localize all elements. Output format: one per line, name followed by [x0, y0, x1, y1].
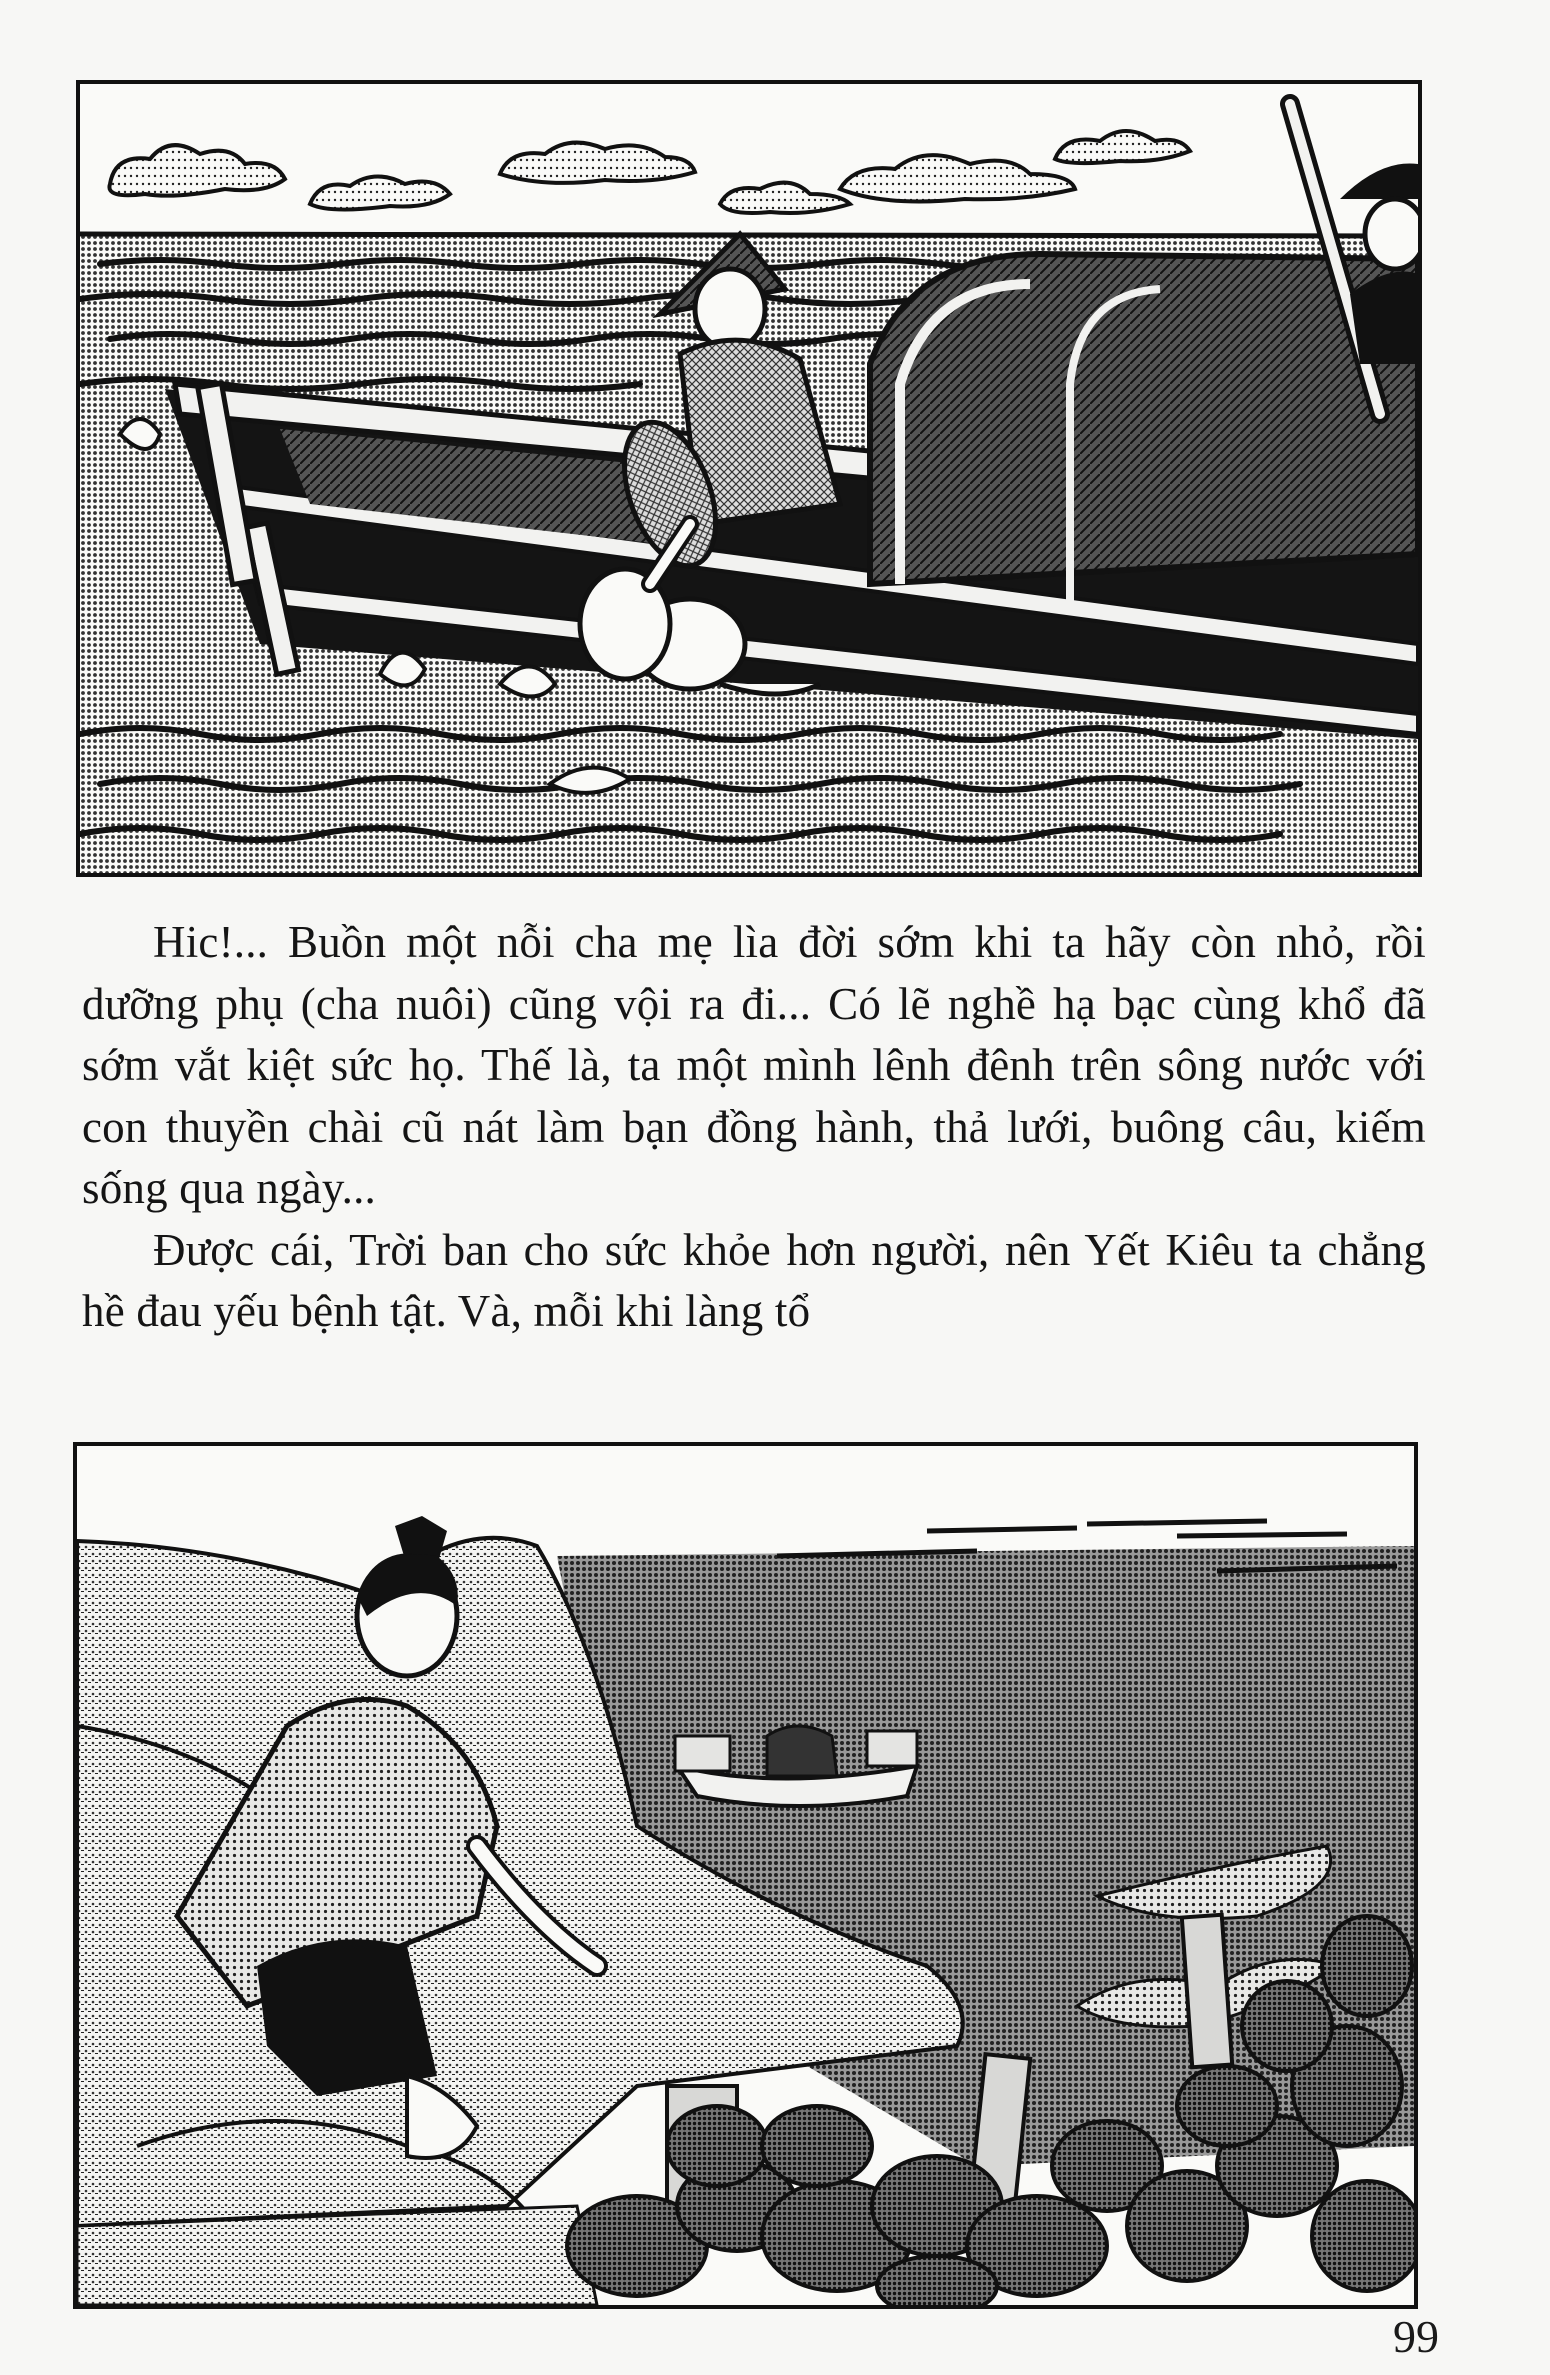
distant-boat: [675, 1726, 917, 1806]
page-number: 99: [1393, 2311, 1439, 2362]
illustration-panel-top: [76, 80, 1422, 877]
story-text: [82, 912, 1426, 1343]
illustration-panel-bottom: [73, 1442, 1418, 2309]
boat-scene-illustration: [80, 84, 1418, 873]
paragraph: Được cái, Trời ban cho sức khỏe hơn người, nên Yết Kiêu ta chẳng hề đau yếu bệnh tật. Và, mỗi khi làng tổ: [82, 1224, 1426, 1336]
shore-scene-illustration: [77, 1446, 1414, 2305]
paragraph: Hic!... Buồn một nỗi cha mẹ lìa đời sớm khi ta hãy còn nhỏ, rồi dưỡng phụ (cha nuôi) cũng vội ra đi... Có lẽ nghề hạ bạc cùng khổ đã sớm vắt kiệt sức họ. Thế là, ta một mình lênh đênh trên sông nước với con thuyền chài cũ nát làm bạn đồng hành, thả lưới, buông câu, kiếm sống qua ngày...: [82, 917, 1426, 1213]
